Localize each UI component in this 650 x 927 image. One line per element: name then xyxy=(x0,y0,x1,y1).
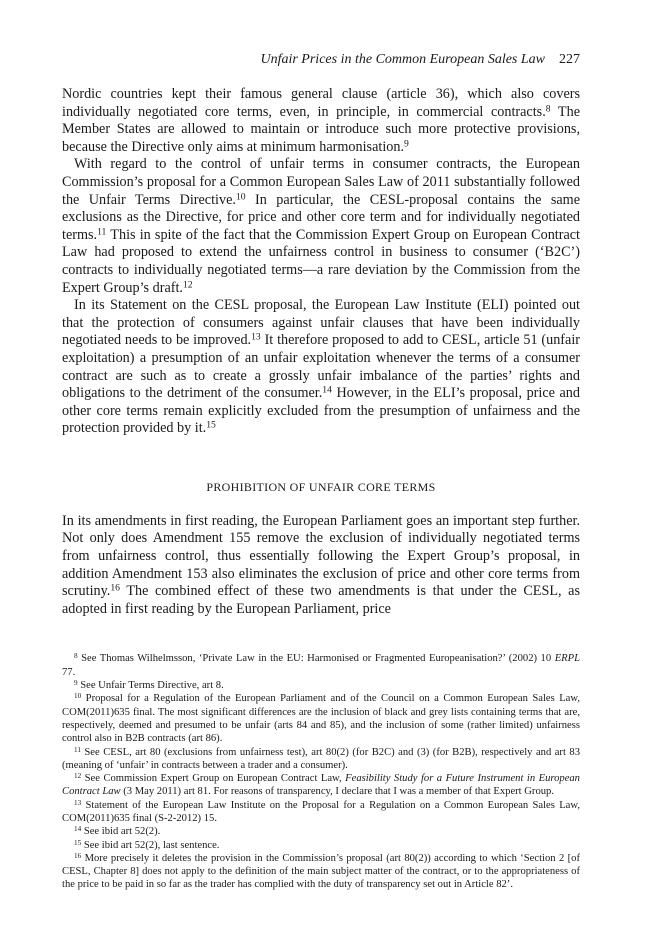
text-run: In its Statement on the CESL proposal, the European Law Institute (ELI) pointed out that the protection of consumers against unfair clauses that have been individually negotiated needs to be improved. xyxy=(62,297,580,349)
footnote-ref: 11 xyxy=(97,226,107,238)
footnote-ref: 8 xyxy=(545,103,551,115)
text-run: (3 May 2011) art 81. For reasons of transparency, I declare that I was a member of that Expert Group. xyxy=(120,786,554,798)
body-paragraph xyxy=(62,297,580,438)
text-run: This in spite of the fact that the Commission Expert Group on European Contract Law had proposed to extend the unfairness control in business to consumer (‘B2C’) contracts to individually negotiated terms—a rare deviation by the Commission from the Expert Group’s draft. xyxy=(62,226,580,296)
text-run: See CESL, art 80 (exclusions from unfairness test), art 80(2) (for B2C) and (3) (for B2B), respectively and art 83 (meaning of ‘unfair’ in contracts between a trader and a consumer). xyxy=(62,746,580,771)
footnote-ref: 9 xyxy=(74,678,78,687)
text-run: In particular, the CESL-proposal contains the same exclusions as the Directive, for price and other core term and for individually negotiated terms. xyxy=(62,191,580,243)
text-run: See ibid art 52(2), last sentence. xyxy=(81,839,220,851)
italic-title: ERPL xyxy=(554,653,580,665)
section-heading: PROHIBITION OF UNFAIR CORE TERMS xyxy=(206,479,436,494)
running-head xyxy=(62,52,580,86)
footnote-ref: 8 xyxy=(74,652,78,661)
page-number: 227 xyxy=(559,52,580,67)
footnote xyxy=(62,746,580,773)
body-text-before-heading xyxy=(62,86,580,438)
body-paragraph xyxy=(62,86,580,156)
text-run: In its amendments in first reading, the European Parliament goes an important step further. Not only does Amendment 155 remove the exclusion of individually negotiated terms from unfairness control, thus essentially following the Expert Group’s proposal, in addition Amendment 153 also eliminates the exclusion of price and other core terms from scrutiny. xyxy=(62,512,580,600)
footnote-ref: 16 xyxy=(110,582,120,594)
footnote-ref: 14 xyxy=(322,384,332,396)
footnote-ref: 10 xyxy=(235,191,246,203)
text-run: The Member States are allowed to maintain or introduce such more protective provisions, because the Directive only aims at minimum harmonisation. xyxy=(62,103,580,155)
body-paragraph xyxy=(62,156,580,297)
italic-title: Feasibility Study for a Future Instrument in European Contract Law xyxy=(62,773,580,798)
text-run: See Thomas Wilhelmsson, ‘Private Law in the EU: Harmonised or Fragmented Europeanisation?’ (2002) 10 xyxy=(77,653,555,665)
footnote xyxy=(62,652,580,679)
text-run: See ibid art 52(2). xyxy=(81,826,161,838)
text-run: Proposal for a Regulation of the European Parliament and of the Council on a Common European Sales Law, COM(2011)635 final. The most significant differences are the inclusion of black and grey lists containing terms that are, respectively, deemed and presumed to be unfair (arts 84 and 85), and the inclusion of some (rather limited) unfairness control also in B2B contracts (art 86). xyxy=(62,693,580,745)
footnote-ref: 9 xyxy=(404,138,409,150)
text-run: However, in the ELI’s proposal, price and other core terms remain explicitly excluded from the presumption of unfairness and the protection provided by it. xyxy=(62,385,580,437)
text-run: 77. xyxy=(62,666,76,678)
footnote xyxy=(62,799,580,826)
footnote-ref: 16 xyxy=(74,851,82,860)
running-head-title: Unfair Prices in the Common European Sales Law xyxy=(260,52,545,67)
footnote-ref: 12 xyxy=(74,771,82,780)
body-text-after-heading xyxy=(62,513,580,619)
footnote xyxy=(62,825,580,838)
text-run: With regard to the control of unfair terms in consumer contracts, the European Commission’s proposal for a Common European Sales Law of 2011 substantially followed the Unfair Terms Directive. xyxy=(62,156,580,208)
footnote xyxy=(62,772,580,799)
footnote-ref: 10 xyxy=(74,692,82,701)
footnote-ref: 15 xyxy=(206,419,216,431)
footnote-ref: 15 xyxy=(74,838,82,847)
footnotes xyxy=(62,652,580,891)
text-run: See Commission Expert Group on European Contract Law, xyxy=(81,773,346,785)
text-run: Statement of the European Law Institute on the Proposal for a Regulation on a Common European Sales Law, COM(2011)635 final (S-2-2012) 15. xyxy=(62,799,580,824)
footnote-ref: 14 xyxy=(74,825,82,834)
footnote-ref: 12 xyxy=(182,279,193,291)
body-paragraph xyxy=(62,513,580,619)
text-run: The combined effect of these two amendments is that under the CESL, as adopted in first reading by the European Parliament, price xyxy=(62,583,580,617)
text-run: Nordic countries kept their famous general clause (article 36), which also covers individually negotiated core terms, even, in principle, in commercial contracts. xyxy=(62,86,580,120)
text-run: More precisely it deletes the provision in the Commission’s proposal (art 80(2)) according to which ‘Section 2 [of CESL, Chapter 8] does not apply to the definition of the main subject matter of the contract, or to the appropriateness of the price to be paid in so far as the trader has complied with the duty of transparency set out in Article 82’. xyxy=(62,852,580,891)
footnote xyxy=(62,692,580,745)
book-page xyxy=(62,52,580,892)
footnote xyxy=(62,839,580,852)
footnote-ref: 13 xyxy=(251,331,261,343)
text-run: See Unfair Terms Directive, art 8. xyxy=(77,680,224,692)
footnote xyxy=(62,679,580,692)
text-run: It therefore proposed to add to CESL, article 51 (unfair exploitation) a presumption of an unfair exploitation whenever the terms of a consumer contract are such as to create a grossly unfair imbalance of the parties’ rights and obligations to the detriment of the consumer. xyxy=(62,332,580,402)
footnote-ref: 11 xyxy=(74,745,81,754)
footnote xyxy=(62,852,580,892)
footnote-ref: 13 xyxy=(74,798,82,807)
